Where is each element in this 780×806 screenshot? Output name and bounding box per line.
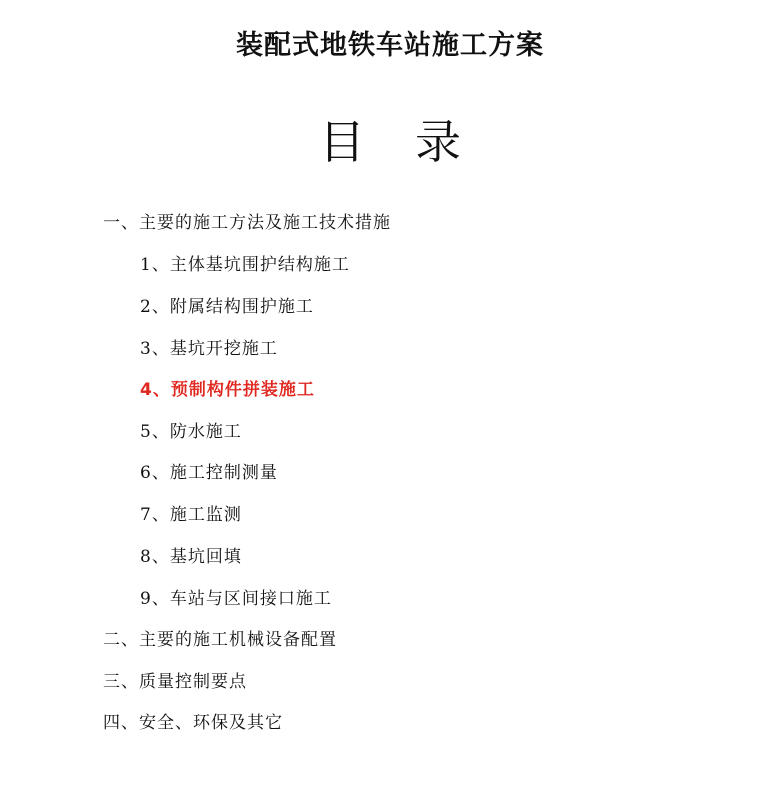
toc-entry-section-2[interactable]: 二、主要的施工机械设备配置 [103,630,337,650]
toc-entry-1-7[interactable]: 7、施工监测 [140,505,242,525]
toc-entry-1-6[interactable]: 6、施工控制测量 [140,463,278,483]
toc-heading-char-1: 目 [319,115,365,169]
toc-entry-section-1[interactable]: 一、主要的施工方法及施工技术措施 [103,213,391,233]
toc-entry-1-2[interactable]: 2、附属结构围护施工 [140,297,314,317]
toc-entry-1-9[interactable]: 9、车站与区间接口施工 [140,589,332,609]
toc-entry-1-3[interactable]: 3、基坑开挖施工 [140,339,278,359]
toc-entry-1-4-highlighted[interactable]: 4、预制构件拼装施工 [140,380,315,400]
toc-entry-section-4[interactable]: 四、安全、环保及其它 [103,713,283,733]
toc-entry-1-5[interactable]: 5、防水施工 [140,422,242,442]
toc-heading-char-2: 录 [415,115,461,169]
toc-entry-section-3[interactable]: 三、质量控制要点 [103,672,247,692]
toc-entry-1-8[interactable]: 8、基坑回填 [140,547,242,567]
toc-entry-1-1[interactable]: 1、主体基坑围护结构施工 [140,255,350,275]
document-title: 装配式地铁车站施工方案 [236,30,544,61]
